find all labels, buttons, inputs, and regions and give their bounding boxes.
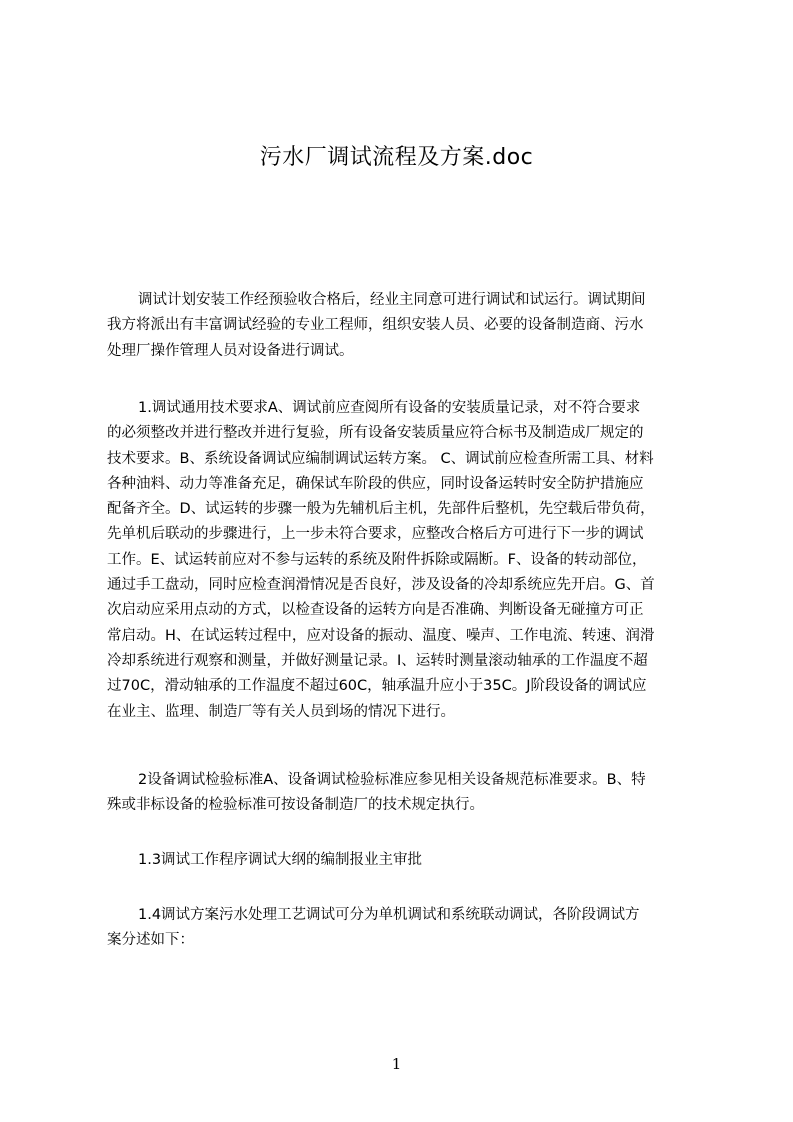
paragraph-text: 1.4调试方案污水处理工艺调试可分为单机调试和系统联动调试，各阶段调试方 案分述如下： bbox=[107, 907, 640, 949]
page-number: 1 bbox=[391, 1055, 402, 1073]
paragraph-intro bbox=[107, 288, 697, 364]
document-title: 污水厂调试流程及方案.doc bbox=[259, 145, 534, 170]
paragraph-text: 1.调试通用技术要求A、调试前应查阅所有设备的安装质量记录，对不符合要求 的必须整改并进行整改并进行复验，所有设备安装质量应符合标书及制造成厂规定的 技术要求。B、系统设备调试应编制调试运转方案。 C、调试前应检查所需工具、材料 各种油料、动力等准备充足，确保试车阶段的供应，同时设备运转时安全防护措施应 配备齐全。D、试运转的步骤一般为先辅机后主机，先部件后整机，先空载后带负荷， 先单机后联动的步骤进行，上一步未符合要求，应整改合格后方可进行下一步的调试 工作。E、试运转前应对不参与运转的系统及附件拆除或隔断。F、设备的转动部位， 通过手工盘动，同时应检查润滑情况是否良好，涉及设备的冷却系统应先开启。G、首 次启动应采用点动的方式，以检查设备的运转方向是否准确、判断设备无碰撞方可正 常启动。H、在试运转过程中，应对设备的振动、温度、噪声、工作电流、转速、润滑 冷却系统进行观察和测量，并做好测量记录。I、运转时测量滚动轴承的工作温度不超 过70C，滑动轴承的工作温度不超过60C，轴承温升应小于35C。J阶段设备的调试应 在业主、监理、制造厂等有关人员到场的情况下进行。 bbox=[107, 400, 655, 720]
paragraph-text: 调试计划安装工作经预验收合格后，经业主同意可进行调试和试运行。调试期间 我方将派出有丰富调试经验的专业工程师，组织安装人员、必要的设备制造商、污水 处理厂操作管理人员对设备进行调试。 bbox=[107, 292, 646, 359]
paragraph-work-procedure bbox=[107, 848, 697, 873]
paragraph-commissioning-plan bbox=[107, 903, 697, 954]
paragraph-text: 1.3调试工作程序调试大纲的编制报业主审批 bbox=[138, 852, 423, 868]
paragraph-text: 2设备调试检验标准A、设备调试检验标准应参见相关设备规范标准要求。B、特 殊或非标设备的检验标准可按设备制造厂的技术规定执行。 bbox=[107, 772, 646, 814]
paragraph-inspection-standards bbox=[107, 768, 697, 819]
paragraph-general-requirements bbox=[107, 396, 697, 725]
